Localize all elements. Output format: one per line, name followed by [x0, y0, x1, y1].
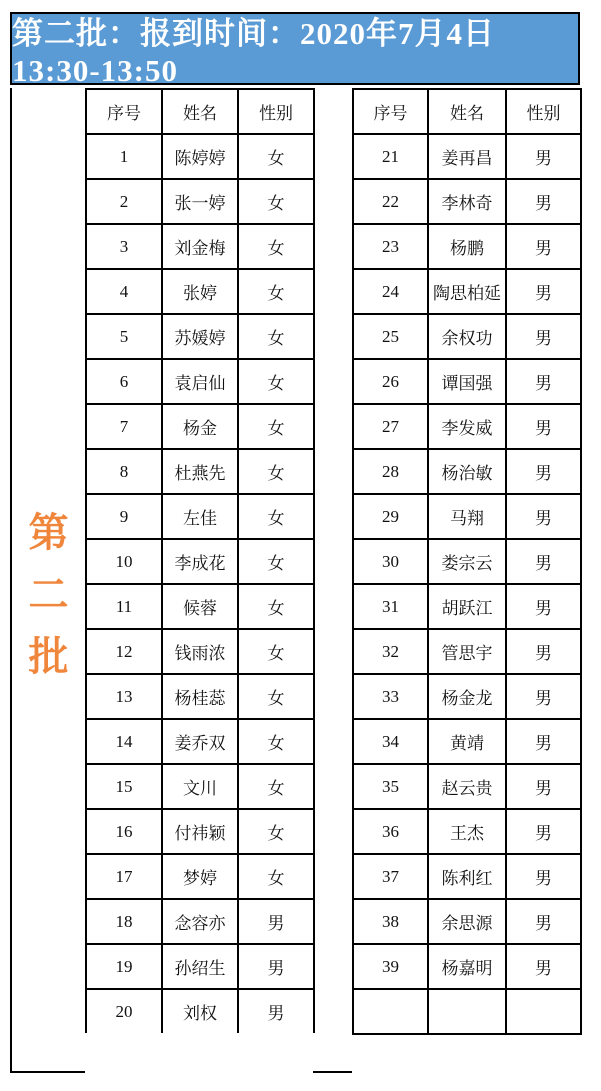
table-row — [353, 989, 581, 1034]
name-cell: 刘金梅 — [162, 224, 238, 269]
seq-cell: 39 — [353, 944, 428, 989]
column-header: 性别 — [238, 89, 314, 134]
table-row — [86, 539, 314, 584]
batch-title-banner — [10, 12, 580, 88]
batch-side-label-char: 批 — [28, 633, 69, 679]
table-row — [86, 764, 314, 809]
gender-cell: 男 — [506, 584, 581, 629]
table-row — [86, 809, 314, 854]
column-header: 序号 — [86, 89, 162, 134]
seq-cell: 2 — [86, 179, 162, 224]
table-row — [86, 584, 314, 629]
table-row — [86, 134, 314, 179]
name-cell: 苏媛婷 — [162, 314, 238, 359]
header-row — [353, 89, 581, 134]
name-cell: 候蓉 — [162, 584, 238, 629]
gender-cell: 男 — [506, 494, 581, 539]
seq-cell: 35 — [353, 764, 428, 809]
name-cell: 付祎颖 — [162, 809, 238, 854]
seq-cell: 17 — [86, 854, 162, 899]
name-cell: 杨金 — [162, 404, 238, 449]
seq-cell: 19 — [86, 944, 162, 989]
seq-cell: 5 — [86, 314, 162, 359]
name-cell: 刘权 — [162, 989, 238, 1033]
gender-cell: 男 — [506, 674, 581, 719]
table-row — [353, 539, 581, 584]
column-header: 姓名 — [428, 89, 506, 134]
name-cell: 杨嘉明 — [428, 944, 506, 989]
roster-table-right — [352, 88, 582, 1035]
table-row — [353, 359, 581, 404]
right-table-body — [353, 134, 581, 1034]
gender-cell: 女 — [238, 854, 314, 899]
roster-table-left — [85, 88, 315, 1033]
table-row — [353, 179, 581, 224]
seq-cell: 15 — [86, 764, 162, 809]
table-row — [86, 224, 314, 269]
name-cell: 娄宗云 — [428, 539, 506, 584]
seq-cell: 7 — [86, 404, 162, 449]
seq-cell: 6 — [86, 359, 162, 404]
name-cell: 姜再昌 — [428, 134, 506, 179]
gender-cell: 男 — [506, 719, 581, 764]
gender-cell: 女 — [238, 809, 314, 854]
table-row — [353, 224, 581, 269]
left-table-header — [86, 89, 314, 134]
column-header: 性别 — [506, 89, 581, 134]
table-row — [353, 314, 581, 359]
table-row — [86, 269, 314, 314]
seq-cell: 31 — [353, 584, 428, 629]
gender-cell: 男 — [506, 449, 581, 494]
seq-cell: 28 — [353, 449, 428, 494]
table-row — [86, 494, 314, 539]
gender-cell: 女 — [238, 224, 314, 269]
seq-cell: 24 — [353, 269, 428, 314]
seq-cell: 10 — [86, 539, 162, 584]
seq-cell: 11 — [86, 584, 162, 629]
gender-cell: 女 — [238, 134, 314, 179]
seq-cell: 27 — [353, 404, 428, 449]
column-header: 序号 — [353, 89, 428, 134]
gender-cell: 女 — [238, 179, 314, 224]
seq-cell: 20 — [86, 989, 162, 1033]
gender-cell: 女 — [238, 539, 314, 584]
gender-cell: 男 — [506, 224, 581, 269]
table-row — [353, 854, 581, 899]
gender-cell: 女 — [238, 629, 314, 674]
name-cell: 文川 — [162, 764, 238, 809]
table-row — [86, 359, 314, 404]
table-row — [86, 989, 314, 1033]
table-row — [86, 314, 314, 359]
gender-cell: 男 — [506, 314, 581, 359]
table-row — [353, 674, 581, 719]
name-cell: 张婷 — [162, 269, 238, 314]
gender-cell: 男 — [506, 539, 581, 584]
name-cell: 马翔 — [428, 494, 506, 539]
name-cell: 孙绍生 — [162, 944, 238, 989]
table-row — [86, 674, 314, 719]
name-cell: 杨治敏 — [428, 449, 506, 494]
seq-cell: 3 — [86, 224, 162, 269]
name-cell: 余思源 — [428, 899, 506, 944]
gender-cell: 女 — [238, 494, 314, 539]
name-cell: 梦婷 — [162, 854, 238, 899]
gender-cell: 女 — [238, 269, 314, 314]
gender-cell: 女 — [238, 719, 314, 764]
gender-cell: 男 — [506, 854, 581, 899]
batch-title-text: 第二批：报到时间：2020年7月4日13:30-13:50 — [12, 16, 495, 88]
seq-cell: 36 — [353, 809, 428, 854]
seq-cell: 4 — [86, 269, 162, 314]
table-row — [86, 944, 314, 989]
table-row — [353, 809, 581, 854]
gender-cell: 女 — [238, 584, 314, 629]
gender-cell: 女 — [238, 359, 314, 404]
name-cell: 陈婷婷 — [162, 134, 238, 179]
batch-side-label-char: 二 — [28, 571, 69, 617]
seq-cell: 25 — [353, 314, 428, 359]
name-cell: 左佳 — [162, 494, 238, 539]
gender-cell: 男 — [506, 629, 581, 674]
seq-cell: 21 — [353, 134, 428, 179]
table-row — [353, 449, 581, 494]
gender-cell: 女 — [238, 674, 314, 719]
seq-cell: 1 — [86, 134, 162, 179]
gender-cell: 女 — [238, 449, 314, 494]
seq-cell: 22 — [353, 179, 428, 224]
gender-cell: 男 — [506, 809, 581, 854]
gender-cell: 男 — [506, 944, 581, 989]
table-row — [353, 584, 581, 629]
gender-cell: 男 — [506, 764, 581, 809]
gender-cell: 男 — [238, 944, 314, 989]
name-cell: 胡跃江 — [428, 584, 506, 629]
name-cell: 赵云贵 — [428, 764, 506, 809]
seq-cell: 12 — [86, 629, 162, 674]
name-cell: 杨鹏 — [428, 224, 506, 269]
seq-cell: 14 — [86, 719, 162, 764]
name-cell — [428, 989, 506, 1034]
name-cell: 杨金龙 — [428, 674, 506, 719]
table-row — [353, 899, 581, 944]
gender-cell: 男 — [238, 899, 314, 944]
gender-cell: 男 — [506, 134, 581, 179]
batch-side-label — [10, 88, 85, 1073]
table-row — [353, 764, 581, 809]
name-cell: 陶思柏延 — [428, 269, 506, 314]
gender-cell: 女 — [238, 314, 314, 359]
name-cell: 杜燕先 — [162, 449, 238, 494]
gender-cell: 男 — [506, 269, 581, 314]
gender-cell: 女 — [238, 764, 314, 809]
table-row — [353, 494, 581, 539]
name-cell: 黄靖 — [428, 719, 506, 764]
name-cell: 念容亦 — [162, 899, 238, 944]
table-row — [86, 854, 314, 899]
gender-cell: 女 — [238, 404, 314, 449]
seq-cell: 16 — [86, 809, 162, 854]
batch-side-label-char: 第 — [28, 509, 69, 555]
seq-cell: 34 — [353, 719, 428, 764]
seq-cell: 32 — [353, 629, 428, 674]
name-cell: 姜乔双 — [162, 719, 238, 764]
name-cell: 李发威 — [428, 404, 506, 449]
table-row — [86, 899, 314, 944]
name-cell: 管思宇 — [428, 629, 506, 674]
table-row — [353, 719, 581, 764]
seq-cell: 23 — [353, 224, 428, 269]
table-row — [86, 719, 314, 764]
table-row — [86, 449, 314, 494]
name-cell: 钱雨浓 — [162, 629, 238, 674]
seq-cell — [353, 989, 428, 1034]
header-row — [86, 89, 314, 134]
seq-cell: 9 — [86, 494, 162, 539]
seq-cell: 26 — [353, 359, 428, 404]
seq-cell: 8 — [86, 449, 162, 494]
seq-cell: 13 — [86, 674, 162, 719]
name-cell: 王杰 — [428, 809, 506, 854]
table-row — [86, 629, 314, 674]
column-header: 姓名 — [162, 89, 238, 134]
name-cell: 谭国强 — [428, 359, 506, 404]
name-cell: 余权功 — [428, 314, 506, 359]
name-cell: 袁启仙 — [162, 359, 238, 404]
seq-cell: 33 — [353, 674, 428, 719]
name-cell: 张一婷 — [162, 179, 238, 224]
gender-cell: 男 — [506, 404, 581, 449]
seq-cell: 37 — [353, 854, 428, 899]
name-cell: 陈利红 — [428, 854, 506, 899]
gender-cell: 男 — [238, 989, 314, 1033]
table-row — [353, 629, 581, 674]
table-row — [353, 269, 581, 314]
table-row — [86, 179, 314, 224]
name-cell: 李成花 — [162, 539, 238, 584]
name-cell: 李林奇 — [428, 179, 506, 224]
right-table-header — [353, 89, 581, 134]
gender-cell — [506, 989, 581, 1034]
name-cell: 杨桂蕊 — [162, 674, 238, 719]
table-row — [353, 404, 581, 449]
gender-cell: 男 — [506, 359, 581, 404]
gender-cell: 男 — [506, 179, 581, 224]
left-table-body — [86, 134, 314, 1033]
gender-cell: 男 — [506, 899, 581, 944]
seq-cell: 30 — [353, 539, 428, 584]
table-row — [86, 404, 314, 449]
table-row — [353, 134, 581, 179]
seq-cell: 29 — [353, 494, 428, 539]
table-spacer-cell — [313, 88, 352, 1073]
seq-cell: 18 — [86, 899, 162, 944]
seq-cell: 38 — [353, 899, 428, 944]
table-row — [353, 944, 581, 989]
